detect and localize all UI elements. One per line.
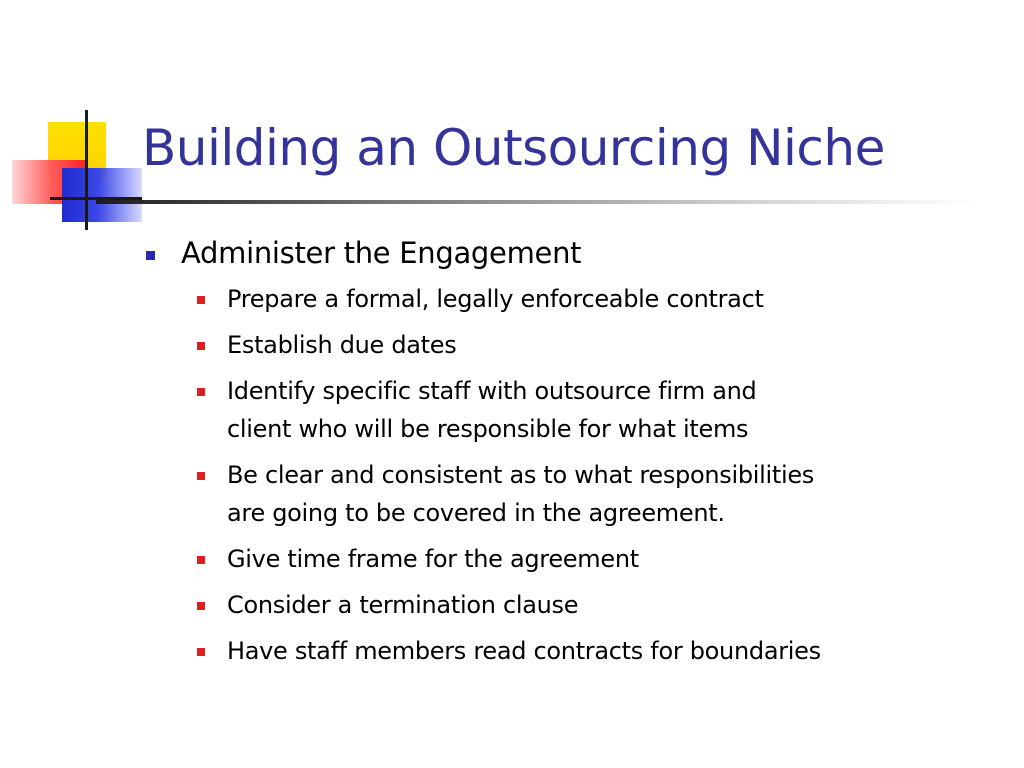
square-bullet-icon xyxy=(197,602,205,610)
square-bullet-icon xyxy=(197,342,205,350)
main-bullet-item xyxy=(145,232,1005,274)
sub-bullet-text: Establish due dates xyxy=(227,331,457,359)
logo-vertical-line xyxy=(85,110,88,230)
sub-bullet-text-continued: are going to be covered in the agreement. xyxy=(227,499,725,527)
sub-bullet-item xyxy=(145,632,1005,670)
square-bullet-icon xyxy=(146,251,155,260)
sub-bullet-text: Be clear and consistent as to what responsibilities xyxy=(227,461,815,489)
sub-bullet-item xyxy=(145,372,1005,448)
title-divider xyxy=(96,200,976,204)
sub-bullet-text: Have staff members read contracts for boundaries xyxy=(227,637,821,665)
sub-bullet-text: Prepare a formal, legally enforceable contract xyxy=(227,285,764,313)
square-bullet-icon xyxy=(197,388,205,396)
sub-bullet-text-continued: client who will be responsible for what items xyxy=(227,415,749,443)
sub-bullet-text: Identify specific staff with outsource firm and xyxy=(227,377,757,405)
square-bullet-icon xyxy=(197,296,205,304)
decorative-squares-logo xyxy=(0,0,150,240)
sub-bullet-item xyxy=(145,540,1005,578)
logo-blue-square xyxy=(62,168,142,222)
sub-bullet-item xyxy=(145,280,1005,318)
sub-bullet-item xyxy=(145,326,1005,364)
main-bullet-text: Administer the Engagement xyxy=(181,236,582,270)
sub-bullet-text: Consider a termination clause xyxy=(227,591,579,619)
slide-title: Building an Outsourcing Niche xyxy=(142,119,885,177)
sub-bullet-text: Give time frame for the agreement xyxy=(227,545,639,573)
slide-body xyxy=(145,232,1005,678)
square-bullet-icon xyxy=(197,472,205,480)
square-bullet-icon xyxy=(197,648,205,656)
sub-bullet-list xyxy=(145,280,1005,670)
sub-bullet-item xyxy=(145,456,1005,532)
sub-bullet-item xyxy=(145,586,1005,624)
square-bullet-icon xyxy=(197,556,205,564)
